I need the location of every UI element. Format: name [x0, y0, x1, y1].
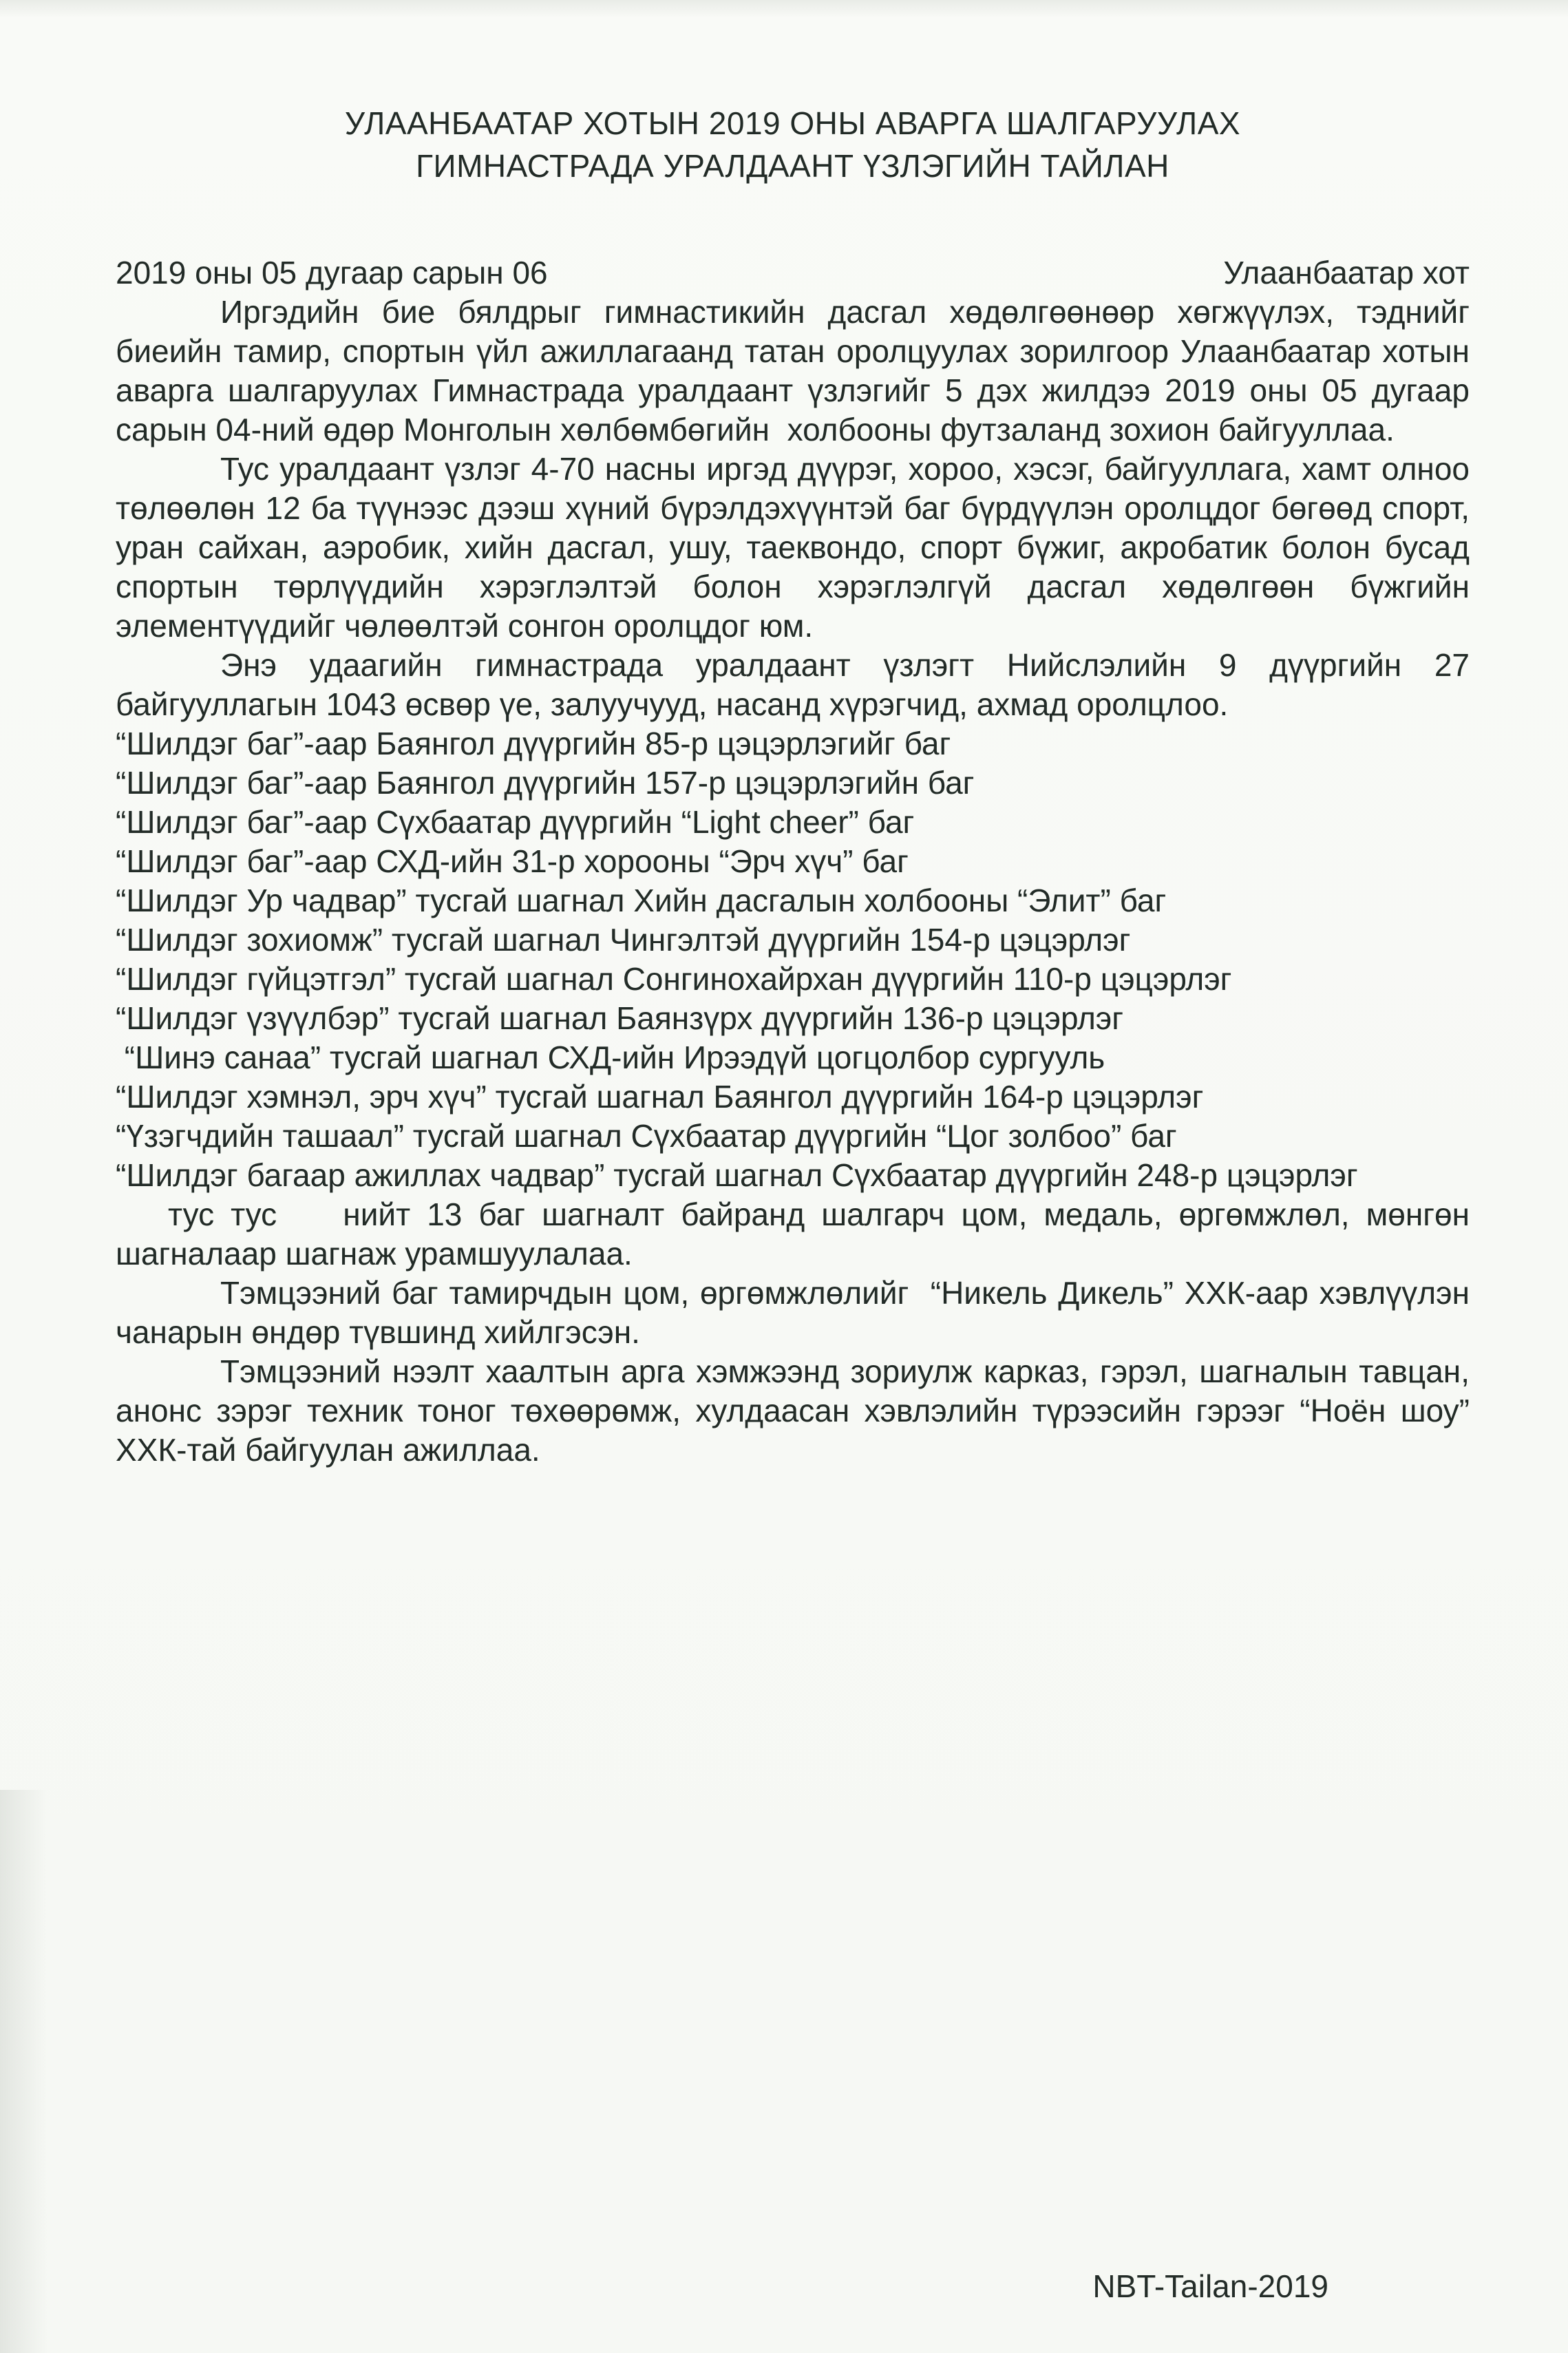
- report-date: 2019 оны 05 дугаар сарын 06: [116, 255, 548, 291]
- award-line: “Шилдэг гүйцэтгэл” тусгай шагнал Сонгинохайрхан дүүргийн 110-р цэцэрлэг: [116, 961, 1232, 997]
- scan-artifact-left: [0, 1790, 48, 2353]
- award-line: “Шилдэг баг”-аар СХД-ийн 31-р хорооны “Эрч хүч” баг: [116, 843, 909, 879]
- title-line-1: УЛААНБААТАР ХОТЫН 2019 ОНЫ АВАРГА ШАЛГАРУУЛАХ: [344, 105, 1241, 141]
- dateline: [116, 253, 1470, 293]
- paragraph-purpose: Иргэдийн бие бялдрыг гимнастикийн дасгал хөдөлгөөнөөр хөгжүүлэх, тэднийг биеийн тамир, спортын үйл ажиллагаанд татан оролцуулах зорилгоор Улаанбаатар хотын аварга шалгаруулах Гимнастрада уралдаант үзлэгийг 5 дэх жилдээ 2019 оны 05 дугаар сарын 04-ний өдөр Монголын хөлбөмбөгийн холбооны футзаланд зохион байгууллаа.: [116, 294, 1470, 447]
- award-line: “Шилдэг баг”-аар Баянгол дүүргийн 85-р цэцэрлэгийг баг: [116, 726, 951, 761]
- title-line-2: ГИМНАСТРАДА УРАЛДААНТ ҮЗЛЭГИЙН ТАЙЛАН: [416, 148, 1169, 184]
- footer-code: NBT-Tailan-2019: [1092, 2268, 1328, 2304]
- paragraph-printing: Тэмцээний баг тамирчдын цом, өргөмжлөлийг “Никель Дикель” ХХК-аар хэвлүүлэн чанарын өндөр түвшинд хийлгэсэн.: [116, 1275, 1470, 1350]
- paragraph-participants: Энэ удаагийн гимнастрада уралдаант үзлэгт Нийслэлийн 9 дүүргийн 27 байгууллагын 1043 өсвөр үе, залуучууд, насанд хүрэгчид, ахмад оролцлоо.: [116, 647, 1470, 722]
- document-content: [0, 102, 1568, 1470]
- document-title: [116, 102, 1470, 187]
- award-line: “Шилдэг Ур чадвар” тусгай шагнал Хийн дасгалын холбооны “Элит” баг: [116, 883, 1167, 918]
- award-line: “Үзэгчдийн ташаал” тусгай шагнал Сүхбаатар дүүргийн “Цог золбоо” баг: [116, 1118, 1177, 1154]
- report-city: Улаанбаатар хот: [1223, 255, 1470, 291]
- award-line: “Шилдэг зохиомж” тусгай шагнал Чингэлтэй дүүргийн 154-р цэцэрлэг: [116, 922, 1131, 958]
- award-list: [116, 724, 1470, 1195]
- award-line: “Шилдэг баг”-аар Баянгол дүүргийн 157-р цэцэрлэгийн баг: [116, 765, 975, 801]
- paragraph-awards-summary: тус тус нийт 13 баг шагналт байранд шалгарч цом, медаль, өргөмжлөл, мөнгөн шагналаар шагнаж урамшуулалаа.: [116, 1196, 1470, 1272]
- paragraph-format: Тус уралдаант үзлэг 4-70 насны иргэд дүүрэг, хороо, хэсэг, байгууллага, хамт олноо төлөөлөн 12 ба түүнээс дээш хүний бүрэлдэхүүнтэй баг бүрдүүлэн оролцдог бөгөөд спорт, уран сайхан, аэробик, хийн дасгал, ушу, таеквондо, спорт бүжиг, акробатик болон бусад спортын төрлүүдийн хэрэглэлтэй болон хэрэглэлгүй дасгал хөдөлгөөн бүжгийн элементүүдийг чөлөөлтэй сонгон оролцдог юм.: [116, 451, 1470, 644]
- award-line: “Шилдэг баг”-аар Сүхбаатар дүүргийн “Light cheer” баг: [116, 804, 915, 840]
- award-line: “Шинэ санаа” тусгай шагнал СХД-ийн Ирээдүй цогцолбор сургууль: [116, 1040, 1105, 1075]
- award-line: “Шилдэг хэмнэл, эрч хүч” тусгай шагнал Баянгол дүүргийн 164-р цэцэрлэг: [116, 1079, 1204, 1115]
- award-line: “Шилдэг үзүүлбэр” тусгай шагнал Баянзүрх дүүргийн 136-р цэцэрлэг: [116, 1000, 1124, 1036]
- paragraph-equipment: Тэмцээний нээлт хаалтын арга хэмжээнд зориулж карказ, гэрэл, шагналын тавцан, анонс зэрэг техник тоног төхөөрөмж, хулдаасан хэвлэлийн түрээсийн гэрээг “Ноён шоу” ХХК-тай байгуулан ажиллаа.: [116, 1353, 1470, 1468]
- award-line: “Шилдэг багаар ажиллах чадвар” тусгай шагнал Сүхбаатар дүүргийн 248-р цэцэрлэг: [116, 1157, 1358, 1193]
- scan-artifact-top: [0, 0, 1568, 18]
